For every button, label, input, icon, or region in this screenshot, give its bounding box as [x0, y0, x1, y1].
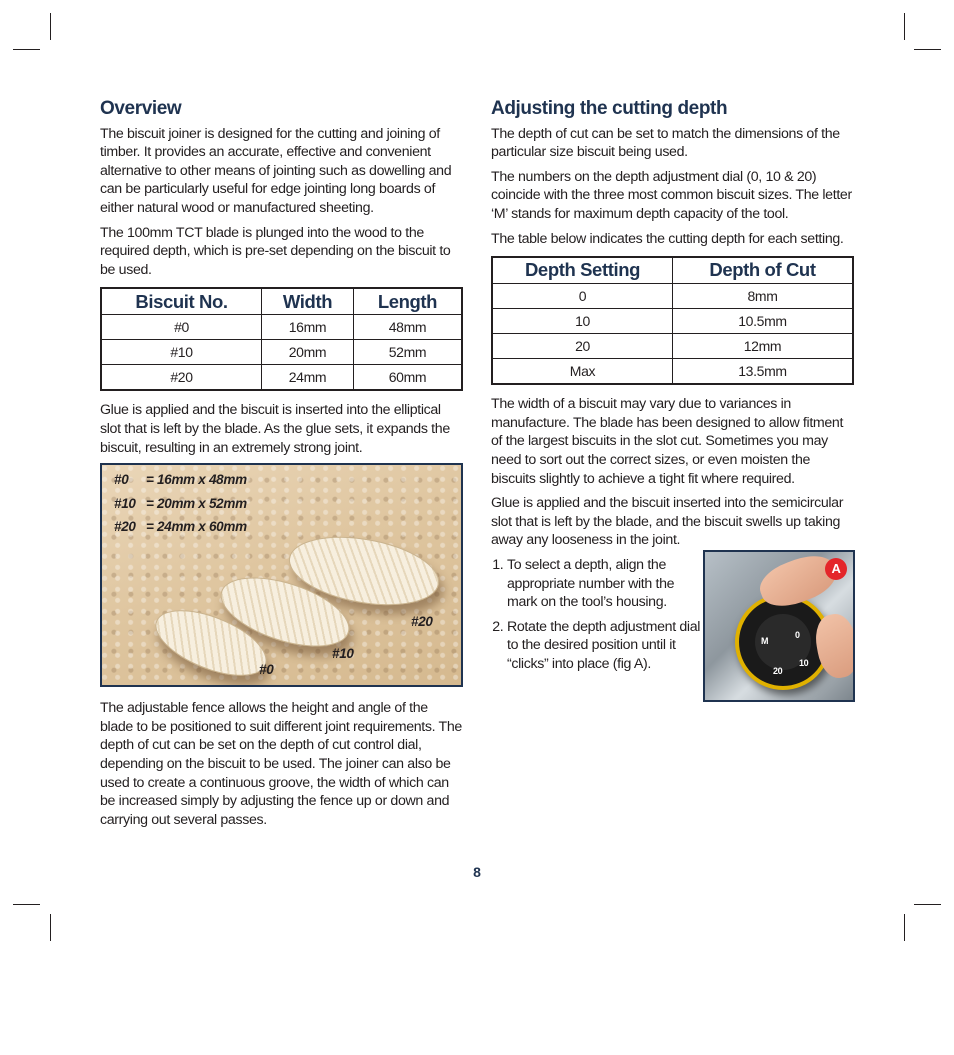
table-cell: 20mm: [262, 340, 354, 365]
table-cell: #0: [101, 315, 262, 340]
dial-numbers-paragraph: The numbers on the depth adjustment dial (0, 10 & 20) coincide with the three most common biscuit sizes. The letter ‘M’ stands for maximum depth capacity of the tool.: [491, 168, 852, 222]
depth-setting-table: [491, 256, 854, 385]
table-cell: #20: [101, 365, 262, 391]
col-header-depth-setting: Depth Setting: [492, 257, 673, 284]
list-item: 2. Rotate the depth adjustment dial to the desired position until it “clicks” into place (fig A).: [507, 618, 702, 674]
crop-mark: [914, 904, 941, 905]
steps-section: [491, 556, 854, 674]
biscuit-width-paragraph: The width of a biscuit may vary due to variances in manufacture. The blade has been designed to allow fitment of the largest biscuits in the slot cut. Sometimes you may need to sort out the correct sizes, or even moisten the biscuits slightly to achieve a tight fit where required.: [491, 396, 844, 487]
cutting-depth-heading: Adjusting the cutting depth: [491, 98, 728, 119]
right-column: [491, 100, 854, 679]
table-cell: 8mm: [673, 284, 854, 309]
semicircular-glue-paragraph: Glue is applied and the biscuit inserted into the semicircular slot that is left by the blade, and the biscuit swells up taking away any looseness in the joint.: [491, 495, 844, 549]
photo-label-size: = 20mm x 52mm: [146, 496, 247, 512]
col-header-length: Length: [353, 288, 462, 315]
crop-mark: [50, 914, 51, 941]
table-row: [492, 334, 853, 359]
biscuit-size-table: [100, 287, 463, 391]
photo-label-size: = 16mm x 48mm: [146, 472, 247, 488]
photo-label-no: #20: [114, 519, 136, 535]
blade-paragraph: The 100mm TCT blade is plunged into the wood to the required depth, which is pre-set depending on the biscuit to be used.: [100, 224, 451, 278]
col-header-width: Width: [262, 288, 354, 315]
table-cell: 10.5mm: [673, 309, 854, 334]
crop-mark: [904, 914, 905, 941]
table-header-row: [101, 288, 462, 315]
col-header-depth-of-cut: Depth of Cut: [673, 257, 854, 284]
crop-mark: [13, 49, 40, 50]
col-header-biscuit-no: Biscuit No.: [101, 288, 262, 315]
crop-mark: [50, 13, 51, 40]
table-row: [492, 309, 853, 334]
glue-paragraph: Glue is applied and the biscuit is inserted into the elliptical slot that is left by the blade. As the glue sets, it expands the biscuit, resulting in an extremely strong joint.: [100, 402, 450, 456]
table-header-row: [492, 257, 853, 284]
table-cell: 12mm: [673, 334, 854, 359]
overview-paragraph: The biscuit joiner is designed for the cutting and joining of timber. It provides an accurate, effective and convenient alternative to other means of jointing such as dowelling and can be particularly useful for edge jointing long boards of either natural wood or manufactured sheeting.: [100, 125, 452, 216]
steps-list: [491, 556, 702, 674]
dial-mark-0: 0: [795, 629, 800, 640]
table-cell: 60mm: [353, 365, 462, 391]
table-cell: 13.5mm: [673, 359, 854, 385]
photo-label-size: = 24mm x 60mm: [146, 519, 247, 535]
depth-dial-figure: [703, 550, 855, 702]
left-column: [100, 100, 463, 835]
photo-tag-20: #20: [411, 614, 433, 630]
table-row: [492, 284, 853, 309]
page-number: 8: [473, 864, 481, 880]
table-cell: 10: [492, 309, 673, 334]
table-cell: #10: [101, 340, 262, 365]
fence-paragraph: The adjustable fence allows the height and angle of the blade to be positioned to suit different joint requirements. The depth of cut can be set on the depth of cut control dial, depending on the biscuit to be used. The joiner can also be used to create a continuous groove, the width of which can be increased simply by adjusting the fence up or down and carrying out several passes.: [100, 700, 462, 828]
table-cell: 16mm: [262, 315, 354, 340]
photo-tag-10: #10: [332, 646, 354, 662]
photo-tag-0: #0: [259, 662, 274, 678]
table-cell: 48mm: [353, 315, 462, 340]
table-intro-paragraph: The table below indicates the cutting depth for each setting.: [491, 230, 844, 247]
table-cell: 52mm: [353, 340, 462, 365]
crop-mark: [13, 904, 40, 905]
dial-mark-m: M: [761, 635, 769, 646]
crop-mark: [904, 13, 905, 40]
dial-mark-10: 10: [799, 657, 809, 668]
table-row: [101, 340, 462, 365]
figure-badge: A: [825, 558, 847, 580]
table-cell: 24mm: [262, 365, 354, 391]
depth-intro-paragraph: The depth of cut can be set to match the dimensions of the particular size biscuit being used.: [491, 125, 840, 161]
overview-heading: Overview: [100, 98, 182, 119]
dial-mark-20: 20: [773, 665, 783, 676]
table-row: [101, 365, 462, 391]
photo-label-no: #10: [114, 496, 136, 512]
photo-label-no: #0: [114, 472, 129, 488]
list-item: 1. To select a depth, align the appropriate number with the mark on the tool’s housing.: [507, 556, 702, 612]
table-row: [492, 359, 853, 385]
table-row: [101, 315, 462, 340]
table-cell: 0: [492, 284, 673, 309]
crop-mark: [914, 49, 941, 50]
biscuits-photo: [100, 463, 463, 687]
table-cell: Max: [492, 359, 673, 385]
table-cell: 20: [492, 334, 673, 359]
